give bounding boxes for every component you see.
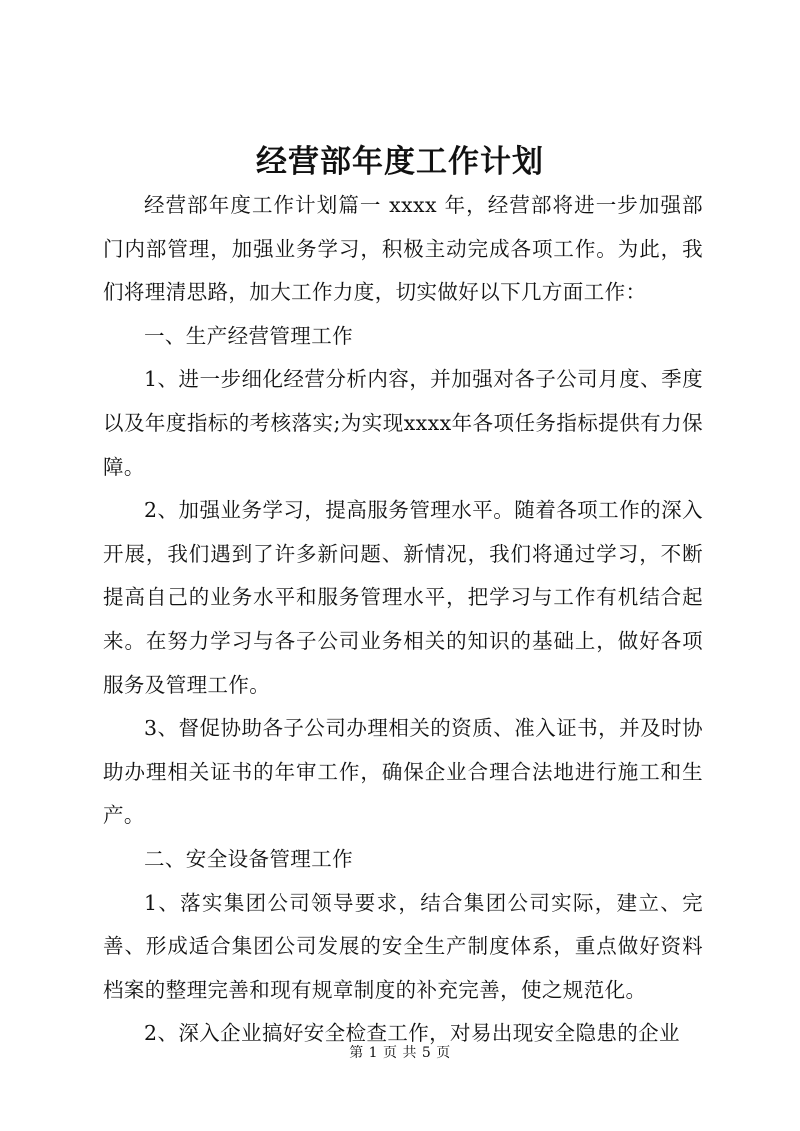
document-body bbox=[103, 184, 703, 1056]
document-title: 经营部年度工作计划 bbox=[256, 144, 544, 180]
paragraph-item: 3、督促协助各子公司办理相关的资质、准入证书，并及时协助办理相关证书的年审工作，确保企业合理合法地进行施工和生产。 bbox=[103, 716, 703, 828]
paragraph-item: 2、深入企业搞好安全检查工作，对易出现安全隐患的企业 bbox=[144, 1021, 680, 1046]
paragraph-intro: 经营部年度工作计划篇一 xxxx 年，经营部将进一步加强部门内部管理，加强业务学习，积极主动完成各项工作。为此，我们将理清思路，加大工作力度，切实做好以下几方面工作： bbox=[103, 193, 703, 305]
paragraph-item: 2、加强业务学习，提高服务管理水平。随着各项工作的深入开展，我们遇到了许多新问题、新情况，我们将通过学习，不断提高自己的业务水平和服务管理水平，把学习与工作有机结合起来。在努力学习与各子公司业务相关的知识的基础上，做好各项服务及管理工作。 bbox=[103, 498, 703, 697]
page-footer: 第 1 页 共 5 页 bbox=[349, 1045, 451, 1061]
paragraph-item: 1、落实集团公司领导要求，结合集团公司实际，建立、完善、形成适合集团公司发展的安全生产制度体系，重点做好资料档案的整理完善和现有规章制度的补充完善，使之规范化。 bbox=[103, 890, 703, 1002]
section-heading-production: 一、生产经营管理工作 bbox=[144, 323, 353, 348]
paragraph-item: 1、进一步细化经营分析内容，并加强对各子公司月度、季度以及年度指标的考核落实;为实现xxxx年各项任务指标提供有力保障。 bbox=[103, 367, 703, 479]
section-heading-safety: 二、安全设备管理工作 bbox=[144, 846, 353, 871]
